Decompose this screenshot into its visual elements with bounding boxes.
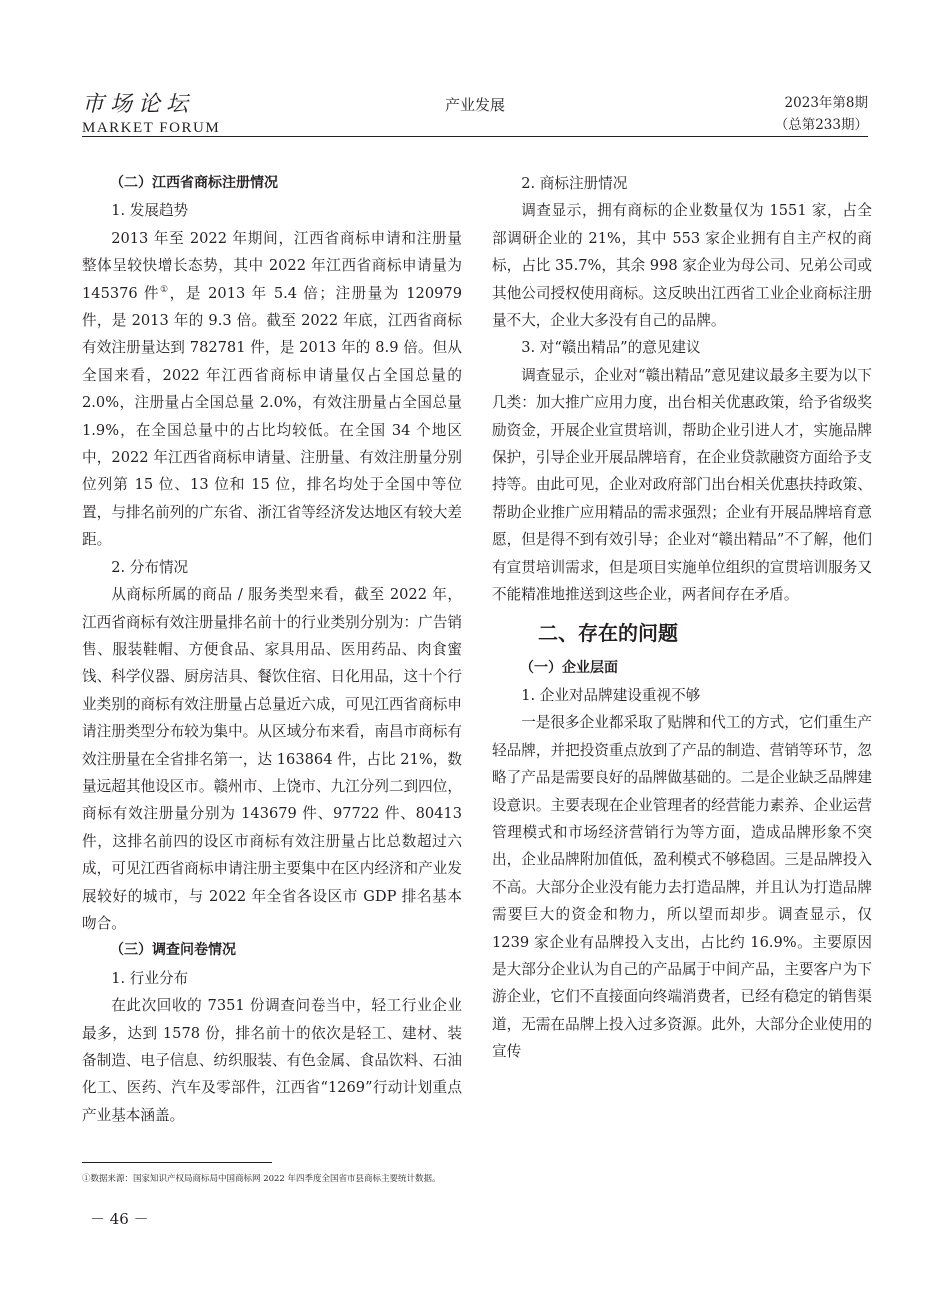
paragraph-text: 2013 年至 2022 年期间，江西省商标申请和注册量整体呈较快增长态势，其中 2022 年江西省商标申请量为 145376 件	[82, 229, 462, 302]
footnote-marker: ①	[160, 284, 170, 295]
paragraph: 调查显示，拥有商标的企业数量仅为 1551 家，占全部调研企业的 21%，其中 553 家企业拥有自主产权的商标，占比 35.7%，其余 998 家企业为母公司、兄弟公司或其他公司授权使用商标。这反映出江西省工业企业商标注册量不大，企业大多没有自己的品牌。	[492, 202, 873, 330]
subsection-heading: 1. 行业分布	[111, 969, 189, 987]
subsection-heading: 2. 商标注册情况	[521, 175, 628, 192]
subsection-heading: 1. 发展趋势	[111, 202, 189, 220]
section-heading: （二）江西省商标注册情况	[110, 175, 278, 191]
section-heading: （三）调查问卷情况	[110, 942, 236, 959]
footnote: ①数据来源：国家知识产权局商标局中国商标网 2022 年四季度全国省市县商标主要统计数据。	[82, 1174, 441, 1184]
paragraph: 从商标所属的商品 / 服务类型来看，截至 2022 年，江西省商标有效注册量排名前十的行业类别分别为：广告销售、服装鞋帽、方便食品、家具用品、医用药品、肉食蜜饯、科学仪器、厨房洁具、餐饮住宿、日化用品，这十个行业类别的商标有效注册量占总量近六成，可见江西省商标申请注册类型分布较为集中。从区域分布来看，南昌市商标有效注册量在全省排名第一，达 163864 件，占比 21%，数量远超其他设区市。赣州市、上饶市、九江分列二到四位，商标有效注册量分别为 143679 件、97722 件、80413 件，这排名前四的设区市商标有效注册量占比总数超过六成，可见江西省商标申请注册主要集中在区内经济和产业发展较好的城市，与 2022 年全省各设区市 GDP 排名基本吻合。	[82, 586, 462, 932]
chapter-heading: 二、存在的问题	[538, 620, 678, 645]
right-column	[492, 170, 872, 1066]
subsection-heading: 1. 企业对品牌建设重视不够	[521, 686, 701, 704]
subsection-heading: 2. 分布情况	[111, 558, 189, 576]
paragraph: 调查显示，企业对“赣出精品”意见建议最多主要为以下几类：加大推广应用力度，出台相关优惠政策，给予省级奖励资金，开展企业宣贯培训，帮助企业引进人才，实施品牌保护，引导企业开展品牌培育，在企业贷款融资方面给予支持等。由此可见，企业对政府部门出台相关优惠扶持政策、帮助企业推广应用精品的需求强烈；企业有开展品牌培育意愿，但是得不到有效引导；企业对“赣出精品”不了解，他们有宣贯培训需求，但是项目实施单位组织的宣贯培训服务又不能精准地推送到这些企业，两者间存在矛盾。	[492, 366, 872, 604]
footnote-rule	[82, 1162, 272, 1163]
issue-info	[775, 92, 868, 136]
section-title: 产业发展	[444, 96, 505, 114]
issue-number: 2023年第8期	[784, 95, 868, 111]
logo-english: MARKET FORUM	[82, 120, 221, 136]
paragraph: 一是很多企业都采取了贴牌和代工的方式，它们重生产轻品牌，并把投资重点放到了产品的制造、营销等环节，忽略了产品是需要良好的品牌做基础的。二是企业缺乏品牌建设意识。主要表现在企业管理者的经营能力素养、企业运营管理模式和市场经济营销行为等方面，造成品牌形象不突出，企业品牌附加值低，盈利模式不够稳固。三是品牌投入不高。大部分企业没有能力去打造品牌，并且认为打造品牌需要巨大的资金和物力，所以望而却步。调查显示，仅 1239 家企业有品牌投入支出，占比约 16.9%。主要原因是大部分企业认为自己的产品属于中间产品，主要客户为下游企业，它们不直接面向终端消费者，已经有稳定的销售渠道，无需在品牌上投入过多资源。此外，大部分企业使用的宣传	[492, 714, 872, 1061]
paragraph-text: ，是 2013 年 5.4 倍；注册量为 120979 件，是 2013 年的 9.3 倍。截至 2022 年底，江西省商标有效注册量达到 782781 件，是 2013 年的 8.9 倍。但从全国来看，2022 年江西省商标申请量仅占全国总量的 2.0%，注册量占全国总量 2.0%，有效注册量占全国总量 1.9%，在全国总量中的占比均较低。在全国 34 个地区中，2022 年江西省商标申请量、注册量、有效注册量分别位列第 15 位、13 位和 15 位，排名均处于全国中等位置，与排名前列的广东省、浙江省等经济发达地区有较大差距。	[82, 284, 462, 549]
subsection-heading: 3. 对“赣出精品”的意见建议	[521, 339, 701, 357]
left-column	[82, 170, 462, 1129]
header-rule	[82, 136, 868, 137]
logo-chinese: 市场论坛	[82, 92, 195, 117]
paragraph	[82, 225, 462, 554]
section-heading: （一）企业层面	[520, 659, 618, 676]
total-issue-number: （总第233期）	[774, 117, 868, 133]
page-number: － 46 －	[90, 1210, 149, 1228]
paragraph: 在此次回收的 7351 份调查问卷当中，轻工行业企业最多，达到 1578 份，排名前十的依次是轻工、建材、装备制造、电子信息、纺织服装、有色金属、食品饮料、石油化工、医药、汽车及零部件，江西省“1269”行动计划重点产业基本涵盖。	[82, 997, 462, 1124]
